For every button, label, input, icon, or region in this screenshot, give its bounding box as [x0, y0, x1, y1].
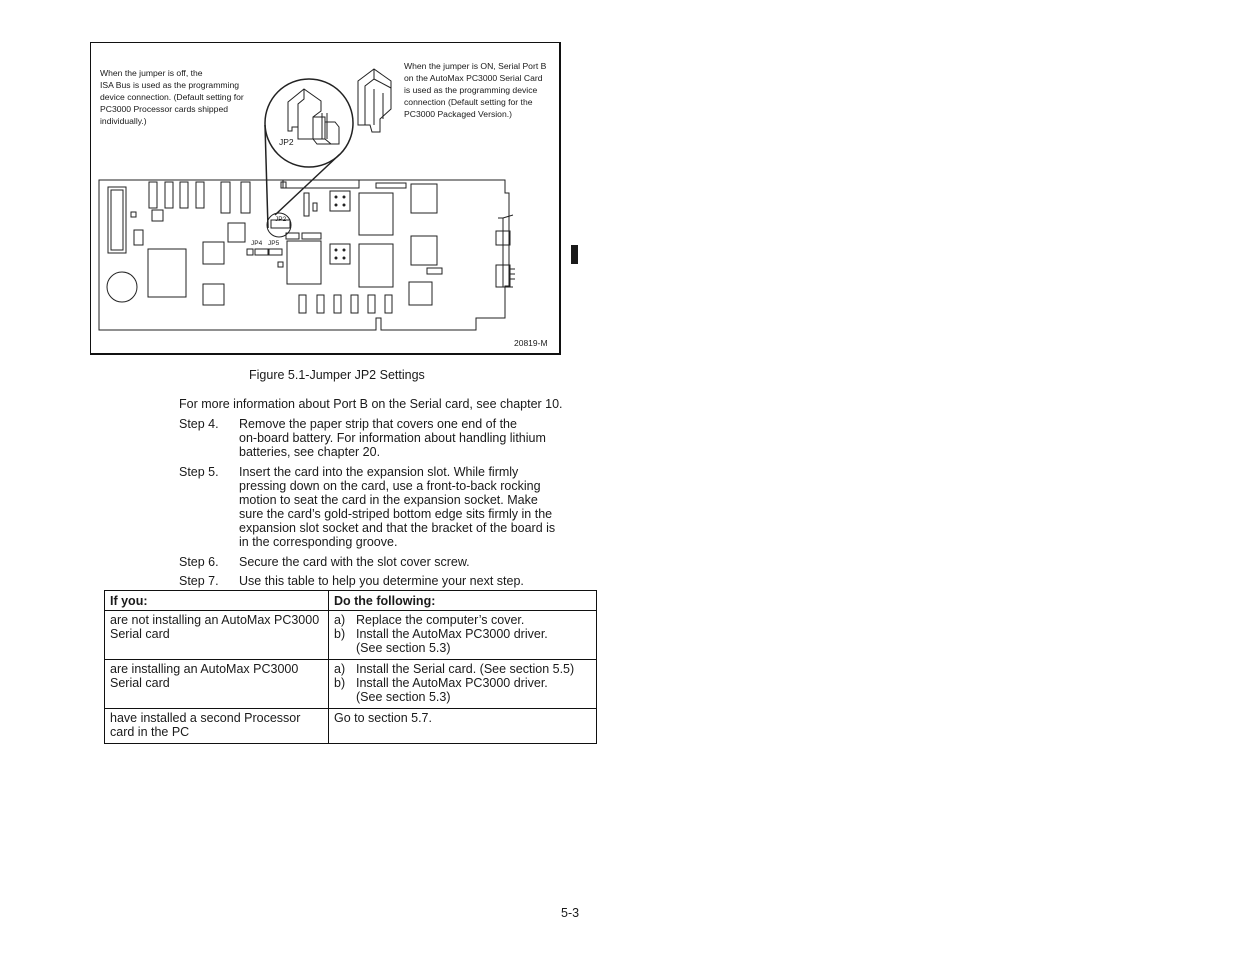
header-if: If you:	[105, 591, 329, 611]
jp2-label: JP2	[279, 137, 294, 147]
step-number: Step 5.	[179, 465, 219, 479]
step-number: Step 6.	[179, 555, 219, 569]
page-number: 5-3	[561, 906, 580, 920]
table-row	[105, 709, 597, 744]
step-text: Remove the paper strip that covers one end of the on-board battery. For information about handling lithium batteries, see chapter 20.	[239, 417, 546, 459]
jp2-small-label: JP2	[275, 216, 287, 223]
action-item: b) Install the AutoMax PC3000 driver. (See section 5.3)	[334, 676, 548, 704]
table-row	[105, 611, 597, 660]
board-bracket	[498, 218, 503, 287]
step-number: Step 4.	[179, 417, 219, 431]
action-item: a) Replace the computer’s cover.	[334, 613, 525, 627]
jp4-label: JP4	[251, 240, 263, 247]
figure-id: 20819-M	[514, 338, 548, 348]
step-text: Secure the card with the slot cover screw.	[239, 555, 470, 569]
figure-caption: Figure 5.1-Jumper JP2 Settings	[249, 368, 425, 382]
margin-tab-marker	[571, 245, 578, 264]
jp5-label: JP5	[268, 240, 280, 247]
next-step-table	[104, 590, 597, 744]
action-cell	[329, 611, 597, 660]
step-text: Use this table to help you determine your next step.	[239, 574, 524, 588]
step-number: Step 7.	[179, 574, 219, 588]
header-do: Do the following:	[329, 591, 597, 611]
table-row	[105, 660, 597, 709]
battery-icon	[107, 272, 137, 302]
step-text: Insert the card into the expansion slot. While firmly pressing down on the card, use a front-to-back rocking motion to seat the card in the expansion socket. Make sure the card’s gold-striped bottom edge sits firmly in the expansion slot socket and that the bracket of the board is in the corresponding groove.	[239, 465, 556, 549]
condition-cell: are not installing an AutoMax PC3000 Serial card	[105, 611, 329, 660]
action-cell: Go to section 5.7.	[329, 709, 597, 744]
action-cell	[329, 660, 597, 709]
condition-cell: have installed a second Processor card in the PC	[105, 709, 329, 744]
action-item: b) Install the AutoMax PC3000 driver. (See section 5.3)	[334, 627, 548, 655]
condition-cell: are installing an AutoMax PC3000 Serial card	[105, 660, 329, 709]
intro-paragraph: For more information about Port B on the Serial card, see chapter 10.	[179, 397, 563, 411]
figure-jumper-jp2	[90, 42, 561, 355]
table-header-row	[105, 591, 597, 611]
action-item: a) Install the Serial card. (See section 5.5)	[334, 662, 575, 676]
jumper-on-note: When the jumper is ON, Serial Port B on the AutoMax PC3000 Serial Card is used as the programming device connection (Default setting for the PC3000 Packaged Version.)	[404, 61, 547, 119]
jumper-off-note: When the jumper is off, the ISA Bus is used as the programming device connection. (Default setting for PC3000 Processor cards shipped individually.)	[100, 68, 244, 126]
